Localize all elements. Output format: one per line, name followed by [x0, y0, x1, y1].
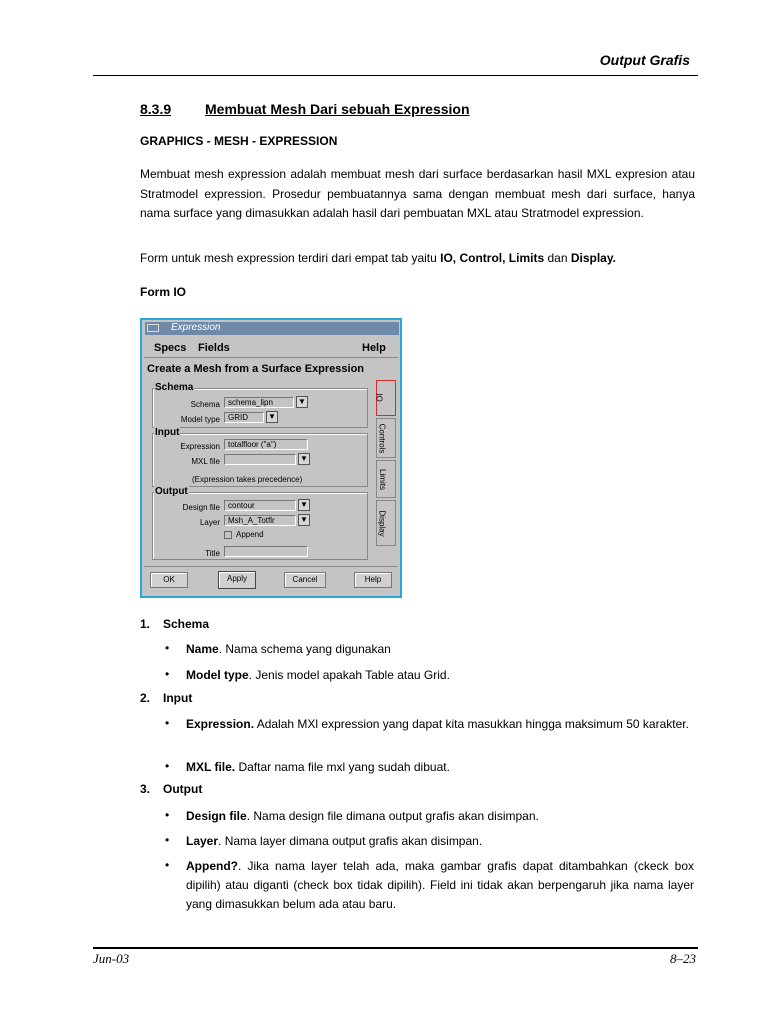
- tab-display[interactable]: [376, 500, 396, 546]
- section-title: Membuat Mesh Dari sebuah Expression: [205, 101, 470, 117]
- list-number-2: 2.: [140, 691, 151, 705]
- list-title-schema: Schema: [163, 617, 210, 631]
- cancel-button[interactable]: Cancel: [284, 572, 326, 588]
- section-number: 8.3.9: [140, 101, 172, 117]
- list-item-text: . Nama design file dimana output grafis akan disimpan.: [246, 809, 539, 823]
- dialog-heading: Create a Mesh from a Surface Expression: [147, 363, 365, 375]
- mxl-file-label: MXL file: [191, 457, 220, 466]
- help-button[interactable]: Help: [354, 572, 392, 588]
- list-item-text: . Nama layer dimana output grafis akan disimpan.: [218, 834, 483, 848]
- design-file-label: Design file: [182, 503, 220, 512]
- schema-dropdown-button[interactable]: ▼: [296, 396, 308, 408]
- tabs-paragraph-and: dan: [544, 251, 571, 265]
- tabs-paragraph-prefix: Form untuk mesh expression terdiri dari empat tab yaitu: [140, 251, 441, 265]
- dialog-title: Expression: [171, 322, 221, 333]
- footer-date: Jun-03: [93, 951, 130, 966]
- schema-field[interactable]: schema_lipn: [224, 397, 294, 408]
- tab-display-label: Display: [377, 510, 387, 537]
- bullet: •: [165, 667, 170, 681]
- menu-fields[interactable]: Fields: [198, 342, 230, 354]
- mxl-file-field[interactable]: [224, 454, 296, 465]
- menu-divider: [144, 357, 398, 358]
- footer-rule: [93, 947, 698, 949]
- list-title-input: Input: [163, 691, 193, 705]
- header-rule: [93, 75, 698, 76]
- model-type-field[interactable]: GRID: [224, 412, 264, 423]
- layer-label: Layer: [199, 518, 220, 527]
- section-subtitle: GRAPHICS - MESH - EXPRESSION: [140, 134, 338, 148]
- window-menu-icon[interactable]: [147, 324, 159, 332]
- title-field[interactable]: [224, 546, 308, 557]
- expression-field[interactable]: totalfloor ("a"): [224, 439, 308, 450]
- append-checkbox[interactable]: [224, 531, 232, 539]
- list-item: [186, 715, 694, 734]
- header-title: Output Grafis: [599, 52, 690, 68]
- list-item-text: . Jenis model apakah Table atau Grid.: [248, 668, 450, 682]
- list-item-term: Design file: [186, 809, 247, 823]
- model-type-dropdown-button[interactable]: ▼: [266, 411, 278, 423]
- list-item-text: Daftar nama file mxl yang sudah dibuat.: [235, 760, 450, 774]
- list-item-term: MXL file.: [186, 760, 236, 774]
- tab-controls-label: Controls: [377, 423, 387, 454]
- expression-label: Expression: [180, 442, 220, 451]
- bullet: •: [165, 641, 170, 655]
- tabs-paragraph: [140, 249, 695, 269]
- schema-label: Schema: [190, 400, 220, 409]
- design-file-field[interactable]: contour: [224, 500, 296, 511]
- tab-limits-label: Limits: [377, 469, 387, 490]
- list-title-output: Output: [163, 782, 203, 796]
- expression-note: (Expression takes precedence): [192, 475, 303, 484]
- list-item-text: . Nama schema yang digunakan: [218, 642, 391, 656]
- mxl-file-dropdown-button[interactable]: ▼: [298, 453, 310, 465]
- list-item-term: Model type: [186, 668, 249, 682]
- ok-button[interactable]: OK: [150, 572, 188, 588]
- layer-field[interactable]: Msh_A_Totflr: [224, 515, 296, 526]
- list-number-1: 1.: [140, 617, 151, 631]
- apply-button[interactable]: Apply: [218, 571, 256, 589]
- list-number-3: 3.: [140, 782, 151, 796]
- bullet: •: [165, 833, 170, 847]
- list-item-term: Append?: [186, 859, 238, 873]
- output-group-label: Output: [155, 486, 188, 497]
- bullet: •: [165, 759, 170, 773]
- list-item: [186, 857, 694, 914]
- list-item-term: Layer: [186, 834, 219, 848]
- design-file-dropdown-button[interactable]: ▼: [298, 499, 310, 511]
- list-item: [186, 666, 694, 685]
- list-item-text: Adalah MXl expression yang dapat kita masukkan hingga maksimum 50 karakter.: [254, 717, 689, 731]
- bullet: •: [165, 858, 170, 872]
- menu-help[interactable]: Help: [362, 342, 386, 354]
- schema-group-label: Schema: [155, 382, 194, 393]
- model-type-label: Model type: [180, 415, 220, 424]
- list-item: [186, 807, 694, 826]
- layer-dropdown-button[interactable]: ▼: [298, 514, 310, 526]
- title-label: Title: [205, 549, 220, 558]
- list-item-term: Expression.: [186, 717, 255, 731]
- list-item: [186, 758, 694, 777]
- button-divider: [144, 566, 398, 567]
- form-io-label: Form IO: [140, 285, 187, 299]
- footer-page-number: 8–23: [670, 951, 696, 966]
- dialog-title-bar: [145, 322, 399, 335]
- tab-io[interactable]: [376, 380, 396, 416]
- tab-controls[interactable]: [376, 418, 396, 458]
- expression-dialog: [140, 318, 402, 598]
- input-group-label: Input: [155, 427, 180, 438]
- list-item: [186, 640, 694, 659]
- menu-specs[interactable]: Specs: [154, 342, 187, 354]
- list-item-term: Name: [186, 642, 219, 656]
- append-label: Append: [236, 530, 264, 539]
- list-item: [186, 832, 694, 851]
- intro-paragraph: Membuat mesh expression adalah membuat mesh dari surface berdasarkan hasil MXL expresion atau Stratmodel expression. Prosedur pembuatannya sama dengan membuat mesh dari surface, hanya nama surface yang dimasukkan adalah hasil dari pembuatan MXL atau Stratmodel expression.: [140, 167, 695, 220]
- list-item-text: . Jika nama layer telah ada, maka gambar grafis dapat ditambahkan (ckeck box dipilih) atau diganti (check box tidak dipilih). Field ini tidak akan berpengaruh jika nama layer yang dimasukkan belum ada atau baru.: [186, 859, 694, 911]
- tab-limits[interactable]: [376, 460, 396, 498]
- bullet: •: [165, 716, 170, 730]
- tabs-paragraph-last: Display.: [570, 251, 616, 265]
- tabs-paragraph-list: IO, Control, Limits: [440, 251, 545, 265]
- bullet: •: [165, 808, 170, 822]
- tab-io-label: IO: [374, 393, 384, 402]
